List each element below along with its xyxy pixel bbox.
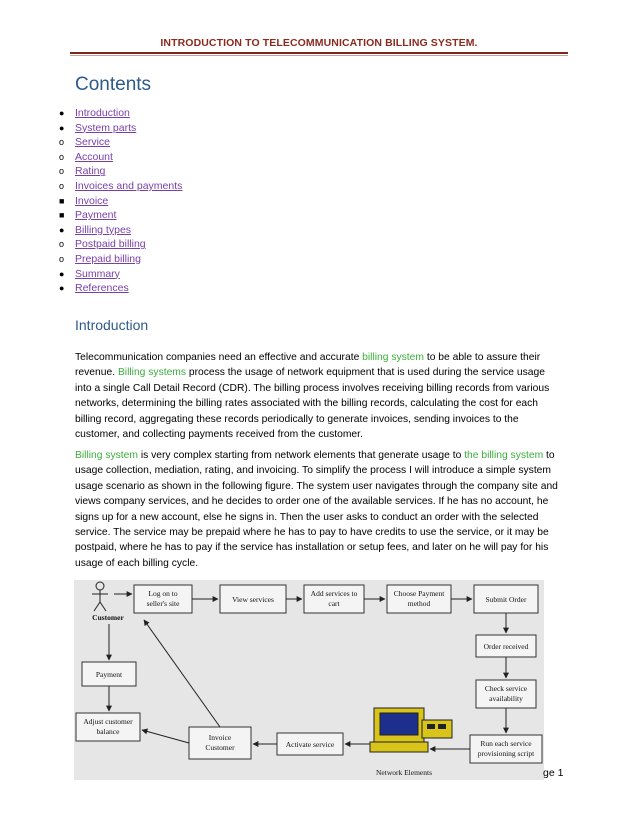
svg-text:Run each service: Run each service <box>480 739 532 748</box>
bullet-icon: o <box>59 166 65 177</box>
toc-link-references[interactable]: References <box>75 282 129 295</box>
intro-paragraph-2 <box>75 448 563 571</box>
svg-text:Customer: Customer <box>205 743 235 752</box>
toc-item <box>59 237 182 252</box>
box-invoice-customer <box>189 727 251 759</box>
billing-flow-diagram <box>74 580 544 780</box>
network-elements-icon <box>370 708 452 752</box>
toc-link-rating[interactable]: Rating <box>75 165 106 178</box>
svg-text:Payment: Payment <box>95 670 123 679</box>
toc-link-service[interactable]: Service <box>75 136 111 149</box>
bullet-icon: ● <box>59 122 65 133</box>
bullet-icon: ● <box>59 283 65 294</box>
box-payment <box>82 662 136 686</box>
customer-actor-icon <box>92 582 108 611</box>
header-rule-thin <box>70 55 568 56</box>
svg-text:Check service: Check service <box>484 684 528 693</box>
box-submit-order <box>474 585 538 613</box>
toc-link-prepaid-billing[interactable]: Prepaid billing <box>75 252 141 265</box>
toc-item <box>59 121 182 136</box>
box-order-received <box>476 635 536 657</box>
header-rule <box>70 52 568 54</box>
svg-text:View services: View services <box>232 595 274 604</box>
toc-link-system-parts[interactable]: System parts <box>75 121 137 134</box>
svg-text:Choose Payment: Choose Payment <box>393 589 445 598</box>
box-logon <box>134 585 192 613</box>
svg-text:Log on to: Log on to <box>148 589 178 598</box>
contents-title: Contents <box>75 74 152 95</box>
text-run: process the usage of network equipment that is used during the service usage into a single Call Detail Record (CDR). The billing process involves receiving billing records from various networks, determining the billing rates associated with the billing records, calculating the cost for each billing record, aggregating these records periodically to generate invoices, sending invoices to the customer, and collecting payments received from the customer. <box>75 367 550 441</box>
highlight-term: billing system <box>362 352 424 363</box>
bullet-icon: o <box>59 151 65 162</box>
toc-link-summary[interactable]: Summary <box>75 267 120 280</box>
toc-item <box>59 281 182 296</box>
toc-link-account[interactable]: Account <box>75 150 113 163</box>
introduction-heading: Introduction <box>75 317 149 333</box>
box-run-provisioning <box>470 735 542 763</box>
highlight-term: Billing system <box>75 450 138 461</box>
highlight-term: Billing systems <box>117 367 187 379</box>
toc-item <box>59 164 182 179</box>
box-activate-service <box>277 733 343 755</box>
toc-link-introduction[interactable]: Introduction <box>75 107 130 119</box>
svg-text:balance: balance <box>96 727 120 736</box>
bullet-icon: ■ <box>59 210 65 221</box>
table-of-contents <box>59 106 182 296</box>
customer-label: Customer <box>92 613 124 622</box>
text-run: to usage collection, mediation, rating, and invoicing. To simplify the process I will introduce a simple system usage scenario as shown in the following figure. The system user navigates through the company site and views company services, and he decides to order one of the available services. If he has no account, he signs up for a new account, else he signs in. Then the user asks to conduct an order with the selected service. The service may be prepaid where he has to pay to have credits to use the service, or it may be postpaid, where he has to pay if the service has installation or setup fees, and later on he will pay for his usage of each billing cycle. <box>75 450 558 569</box>
toc-link-invoices-and-payments[interactable]: Invoices and payments <box>75 179 183 192</box>
toc-item <box>59 208 182 223</box>
bullet-icon: o <box>59 253 65 264</box>
svg-text:availability: availability <box>489 694 523 703</box>
bullet-icon: ● <box>59 268 65 279</box>
toc-item <box>59 135 182 150</box>
svg-text:seller's site: seller's site <box>146 599 180 608</box>
text-run: to be able to assure their revenue. <box>75 352 541 379</box>
svg-text:Add services to: Add services to <box>310 589 358 598</box>
bullet-icon: ● <box>59 108 65 118</box>
toc-item <box>59 106 182 121</box>
toc-item <box>59 194 182 209</box>
text-run: Telecommunication companies need an effective and accurate <box>75 352 363 363</box>
toc-link-postpaid-billing[interactable]: Postpaid billing <box>75 238 146 251</box>
svg-text:cart: cart <box>328 599 340 608</box>
svg-text:Submit Order: Submit Order <box>485 595 527 604</box>
bullet-icon: o <box>59 239 65 250</box>
box-choose-payment <box>387 585 451 613</box>
box-check-availability <box>476 680 536 708</box>
svg-text:Adjust customer: Adjust customer <box>83 717 133 726</box>
toc-item <box>59 267 182 282</box>
highlight-term: the billing system <box>464 450 544 461</box>
toc-item <box>59 252 182 267</box>
billing-flow-figure <box>74 580 544 780</box>
toc-link-invoice[interactable]: Invoice <box>75 194 109 207</box>
toc-item <box>59 179 182 194</box>
box-adjust-balance <box>76 713 140 741</box>
page-header: INTRODUCTION TO TELECOMMUNICATION BILLING SYSTEM. <box>160 37 478 49</box>
svg-text:Activate service: Activate service <box>285 740 335 749</box>
toc-link-billing-types[interactable]: Billing types <box>75 223 132 236</box>
toc-item <box>59 223 182 238</box>
bullet-icon: o <box>59 180 65 191</box>
network-elements-label: Network Elements <box>375 768 433 777</box>
bullet-icon: ■ <box>59 195 65 206</box>
svg-text:Order received: Order received <box>483 642 529 651</box>
toc-link-payment[interactable]: Payment <box>75 209 117 222</box>
box-add-services <box>304 585 364 613</box>
bullet-icon: ● <box>59 224 65 235</box>
intro-paragraph-1 <box>75 350 563 442</box>
svg-text:provisioning script: provisioning script <box>477 749 535 758</box>
toc-item <box>59 150 182 165</box>
svg-text:Invoice: Invoice <box>208 733 232 742</box>
page-number: ge 1 <box>543 767 564 779</box>
text-run: is very complex starting from network elements that generate usage to <box>137 450 465 461</box>
svg-text:method: method <box>407 599 431 608</box>
bullet-icon: o <box>59 137 65 148</box>
box-view-services <box>220 585 286 613</box>
